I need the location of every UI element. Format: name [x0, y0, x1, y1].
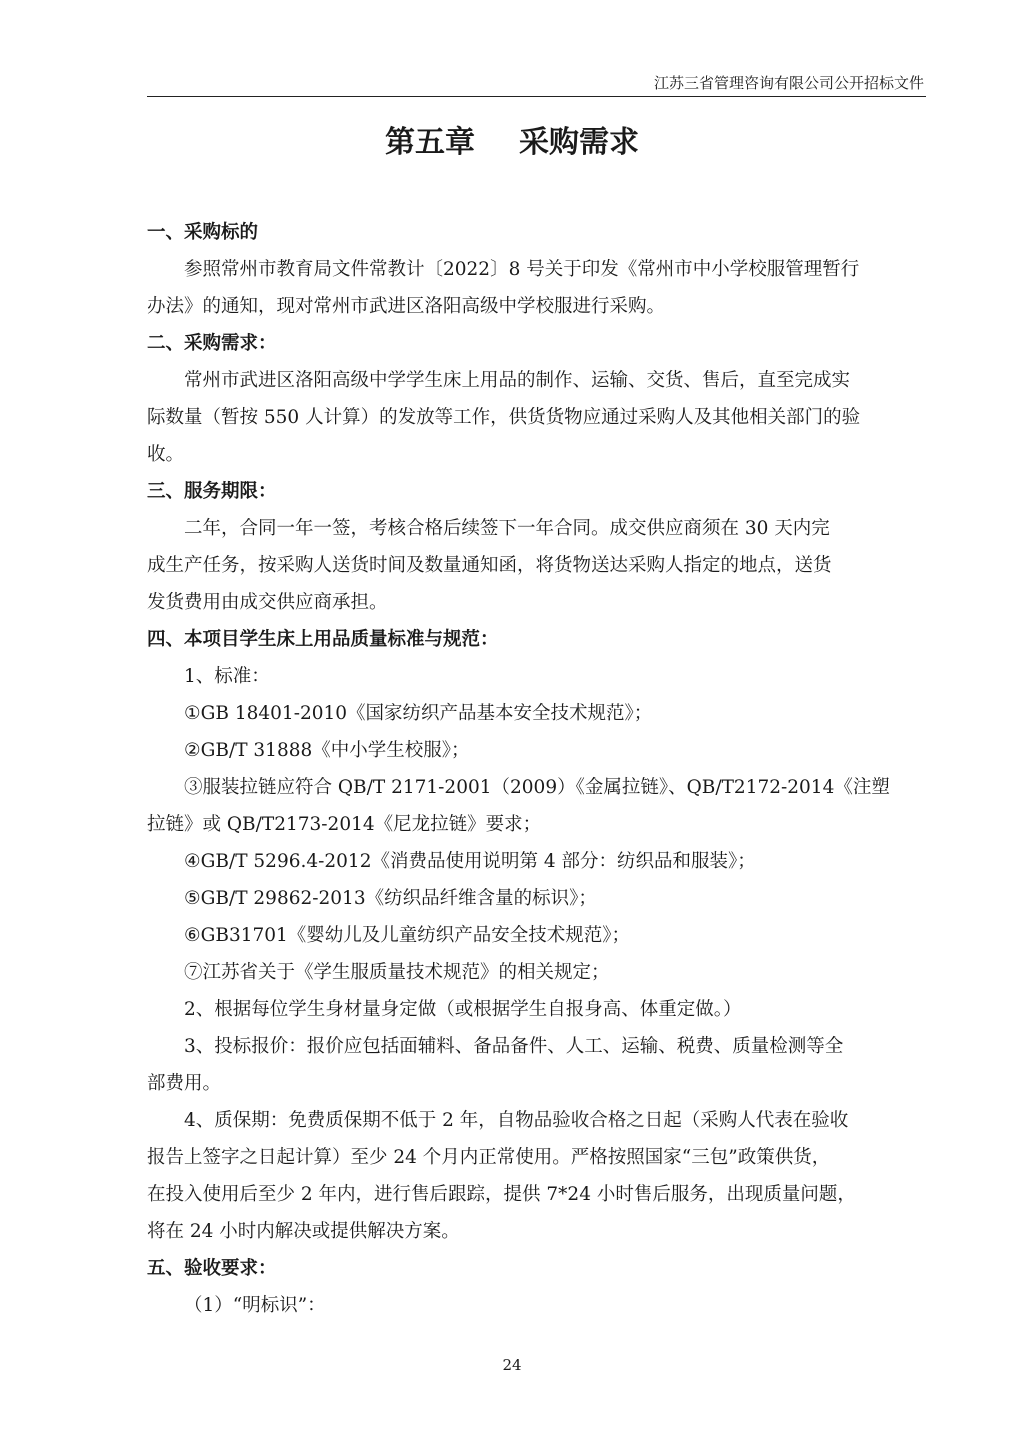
- text-line: 部费用。: [147, 1073, 222, 1094]
- section-heading: 二、采购需求：: [147, 333, 277, 354]
- text-line: ⑤GB/T 29862-2013《纺织品纤维含量的标识》；: [184, 888, 597, 909]
- page-number: 24: [502, 1356, 522, 1374]
- text-line: 2、根据每位学生身材量身定做（或根据学生自报身高、体重定做。）: [184, 999, 742, 1020]
- text-line: ③服装拉链应符合 QB/T 2171-2001（2009）《金属拉链》、QB/T2172-2014《注塑: [184, 777, 890, 798]
- chapter-number: 第五章: [385, 125, 475, 160]
- text-line: 发货费用由成交供应商承担。: [147, 592, 388, 613]
- header-text: 江苏三省管理咨询有限公司公开招标文件: [653, 74, 924, 92]
- text-line: （1）“明标识”：: [184, 1295, 326, 1316]
- text-line: 际数量（暂按 550 人计算）的发放等工作，供货货物应通过采购人及其他相关部门的验: [147, 407, 861, 428]
- text-line: ①GB 18401-2010《国家纺织产品基本安全技术规范》；: [184, 703, 653, 724]
- section-heading: 一、采购标的: [147, 222, 259, 243]
- text-line: 参照常州市教育局文件常教计〔2022〕8 号关于印发《常州市中小学校服管理暂行: [184, 259, 860, 280]
- document-body: [147, 214, 926, 1324]
- text-line: 办法》的通知，现对常州市武进区洛阳高级中学校服进行采购。: [147, 296, 666, 317]
- text-line: 二年，合同一年一签，考核合格后续签下一年合同。成交供应商须在 30 天内完: [184, 518, 830, 539]
- text-line: 4、质保期：免费质保期不低于 2 年，自物品验收合格之日起（采购人代表在验收: [184, 1110, 849, 1131]
- text-line: 常州市武进区洛阳高级中学学生床上用品的制作、运输、交货、售后，直至完成实: [184, 370, 851, 391]
- text-line: 拉链》或 QB/T2173-2014《尼龙拉链》要求；: [147, 814, 542, 835]
- page-header: [147, 74, 926, 97]
- text-line: ⑦江苏省关于《学生服质量技术规范》的相关规定；: [184, 962, 610, 983]
- text-line: 在投入使用后至少 2 年内，进行售后跟踪，提供 7*24 小时售后服务，出现质量问题，: [147, 1184, 856, 1205]
- text-line: 将在 24 小时内解决或提供解决方案。: [147, 1221, 460, 1242]
- section-heading: 三、服务期限：: [147, 481, 277, 502]
- section-heading: 四、本项目学生床上用品质量标准与规范：: [147, 629, 499, 650]
- text-line: 3、投标报价：报价应包括面辅料、备品备件、人工、运输、税费、质量检测等全: [184, 1036, 844, 1057]
- text-line: ④GB/T 5296.4-2012《消费品使用说明第 4 部分：纺织品和服装》；: [184, 851, 756, 872]
- chapter-name: 采购需求: [519, 125, 639, 160]
- text-line: ⑥GB31701《婴幼儿及儿童纺织产品安全技术规范》；: [184, 925, 631, 946]
- text-line: 报告上签字之日起计算）至少 24 个月内正常使用。严格按照国家“三包”政策供货，: [147, 1147, 831, 1168]
- text-line: 成生产任务，按采购人送货时间及数量通知函，将货物送达采购人指定的地点，送货: [147, 555, 832, 576]
- section-heading: 五、验收要求：: [147, 1258, 277, 1279]
- text-line: 1、标准：: [184, 666, 270, 687]
- chapter-title: [0, 122, 1024, 164]
- text-line: ②GB/T 31888《中小学生校服》；: [184, 740, 470, 761]
- text-line: 收。: [147, 444, 185, 465]
